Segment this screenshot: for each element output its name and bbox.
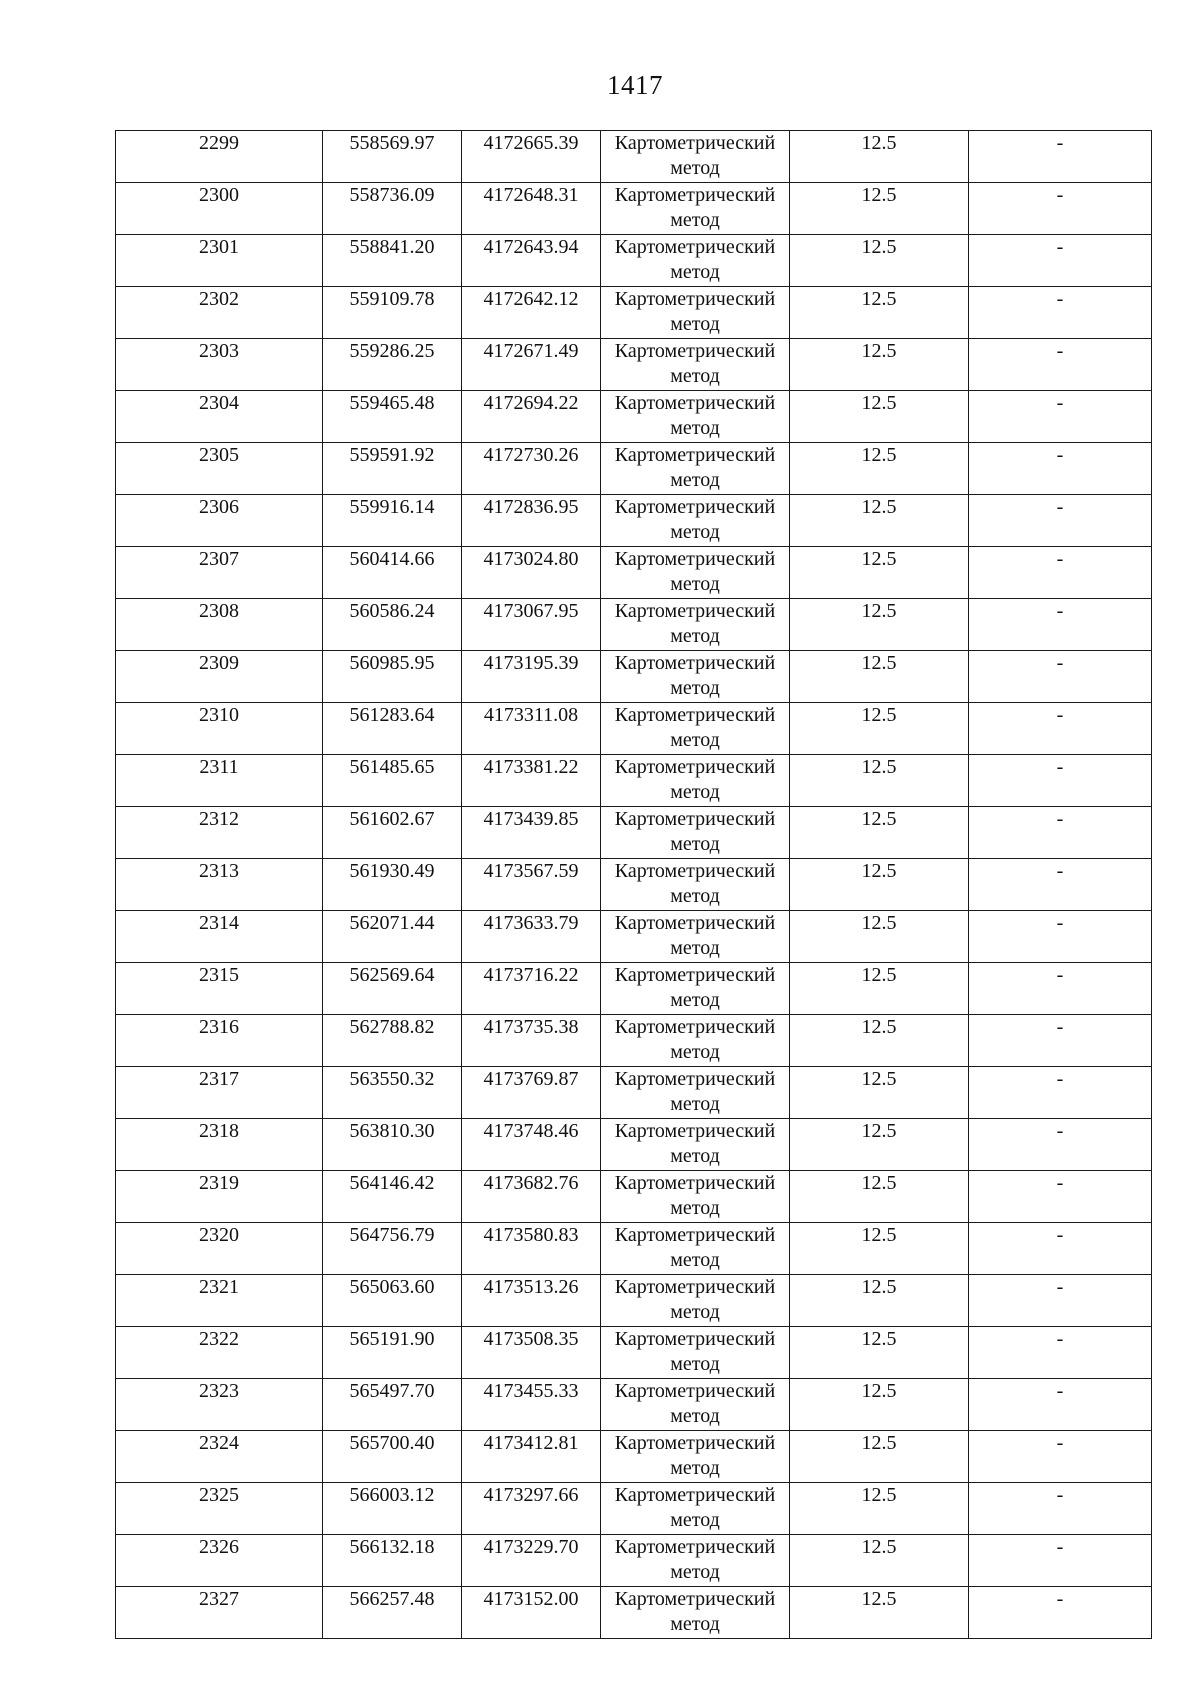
x-coordinate-cell: 561485.65 <box>323 755 462 807</box>
method-line-2: метод <box>670 989 720 1011</box>
accuracy-cell: 12.5 <box>790 1015 969 1067</box>
description-cell: - <box>969 1379 1152 1431</box>
method-line-2: метод <box>670 1041 720 1063</box>
x-coordinate-cell: 565700.40 <box>323 1431 462 1483</box>
method-line-2: метод <box>670 1405 720 1427</box>
x-coordinate-cell: 566257.48 <box>323 1587 462 1639</box>
method-cell <box>601 1535 790 1587</box>
point-number-cell: 2317 <box>116 1067 323 1119</box>
accuracy-cell: 12.5 <box>790 1275 969 1327</box>
method-line-1: Картометрический <box>614 600 776 622</box>
method-line-1: Картометрический <box>614 1224 776 1246</box>
description-cell: - <box>969 1223 1152 1275</box>
accuracy-cell: 12.5 <box>790 599 969 651</box>
x-coordinate-cell: 565063.60 <box>323 1275 462 1327</box>
method-cell <box>601 1587 790 1639</box>
y-coordinate-cell: 4173381.22 <box>462 755 601 807</box>
method-cell <box>601 1223 790 1275</box>
y-coordinate-cell: 4173229.70 <box>462 1535 601 1587</box>
point-number-cell: 2305 <box>116 443 323 495</box>
x-coordinate-cell: 561602.67 <box>323 807 462 859</box>
method-line-2: метод <box>670 209 720 231</box>
y-coordinate-cell: 4172648.31 <box>462 183 601 235</box>
accuracy-cell: 12.5 <box>790 547 969 599</box>
point-number-cell: 2325 <box>116 1483 323 1535</box>
x-coordinate-cell: 566132.18 <box>323 1535 462 1587</box>
description-cell: - <box>969 651 1152 703</box>
method-line-1: Картометрический <box>614 1016 776 1038</box>
point-number-cell: 2310 <box>116 703 323 755</box>
point-number-cell: 2322 <box>116 1327 323 1379</box>
method-line-2: метод <box>670 1457 720 1479</box>
y-coordinate-cell: 4173508.35 <box>462 1327 601 1379</box>
description-cell: - <box>969 807 1152 859</box>
accuracy-cell: 12.5 <box>790 1535 969 1587</box>
method-cell <box>601 495 790 547</box>
y-coordinate-cell: 4173455.33 <box>462 1379 601 1431</box>
method-cell <box>601 807 790 859</box>
method-line-1: Картометрический <box>614 132 776 154</box>
method-cell <box>601 1119 790 1171</box>
table-row <box>116 599 1152 651</box>
method-cell <box>601 287 790 339</box>
y-coordinate-cell: 4173716.22 <box>462 963 601 1015</box>
x-coordinate-cell: 558569.97 <box>323 131 462 183</box>
table-row <box>116 1379 1152 1431</box>
description-cell: - <box>969 1119 1152 1171</box>
description-cell: - <box>969 599 1152 651</box>
x-coordinate-cell: 563810.30 <box>323 1119 462 1171</box>
accuracy-cell: 12.5 <box>790 1119 969 1171</box>
y-coordinate-cell: 4173311.08 <box>462 703 601 755</box>
table-row <box>116 755 1152 807</box>
table-row <box>116 235 1152 287</box>
y-coordinate-cell: 4172836.95 <box>462 495 601 547</box>
y-coordinate-cell: 4173024.80 <box>462 547 601 599</box>
point-number-cell: 2300 <box>116 183 323 235</box>
y-coordinate-cell: 4173067.95 <box>462 599 601 651</box>
x-coordinate-cell: 558841.20 <box>323 235 462 287</box>
accuracy-cell: 12.5 <box>790 443 969 495</box>
accuracy-cell: 12.5 <box>790 963 969 1015</box>
description-cell: - <box>969 1535 1152 1587</box>
method-cell <box>601 547 790 599</box>
point-number-cell: 2313 <box>116 859 323 911</box>
x-coordinate-cell: 561283.64 <box>323 703 462 755</box>
page-number: 1417 <box>607 70 663 100</box>
x-coordinate-cell: 562788.82 <box>323 1015 462 1067</box>
description-cell: - <box>969 1275 1152 1327</box>
point-number-cell: 2312 <box>116 807 323 859</box>
table-row <box>116 963 1152 1015</box>
method-line-2: метод <box>670 521 720 543</box>
x-coordinate-cell: 565191.90 <box>323 1327 462 1379</box>
method-line-2: метод <box>670 625 720 647</box>
y-coordinate-cell: 4173297.66 <box>462 1483 601 1535</box>
description-cell: - <box>969 1067 1152 1119</box>
x-coordinate-cell: 559465.48 <box>323 391 462 443</box>
description-cell: - <box>969 703 1152 755</box>
point-number-cell: 2304 <box>116 391 323 443</box>
description-cell: - <box>969 235 1152 287</box>
table-row <box>116 1535 1152 1587</box>
x-coordinate-cell: 565497.70 <box>323 1379 462 1431</box>
method-cell <box>601 391 790 443</box>
method-line-2: метод <box>670 937 720 959</box>
method-cell <box>601 1431 790 1483</box>
x-coordinate-cell: 564756.79 <box>323 1223 462 1275</box>
method-line-2: метод <box>670 1197 720 1219</box>
method-line-2: метод <box>670 365 720 387</box>
method-line-2: метод <box>670 885 720 907</box>
method-cell <box>601 1067 790 1119</box>
point-number-cell: 2320 <box>116 1223 323 1275</box>
accuracy-cell: 12.5 <box>790 911 969 963</box>
method-cell <box>601 1483 790 1535</box>
description-cell: - <box>969 1483 1152 1535</box>
point-number-cell: 2303 <box>116 339 323 391</box>
method-line-2: метод <box>670 781 720 803</box>
x-coordinate-cell: 563550.32 <box>323 1067 462 1119</box>
description-cell: - <box>969 495 1152 547</box>
description-cell: - <box>969 755 1152 807</box>
point-number-cell: 2318 <box>116 1119 323 1171</box>
y-coordinate-cell: 4172730.26 <box>462 443 601 495</box>
table-row <box>116 391 1152 443</box>
y-coordinate-cell: 4173682.76 <box>462 1171 601 1223</box>
y-coordinate-cell: 4172671.49 <box>462 339 601 391</box>
point-number-cell: 2319 <box>116 1171 323 1223</box>
x-coordinate-cell: 560414.66 <box>323 547 462 599</box>
method-line-1: Картометрический <box>614 236 776 258</box>
method-cell <box>601 1327 790 1379</box>
x-coordinate-cell: 559591.92 <box>323 443 462 495</box>
point-number-cell: 2301 <box>116 235 323 287</box>
point-number-cell: 2308 <box>116 599 323 651</box>
point-number-cell: 2327 <box>116 1587 323 1639</box>
method-line-1: Картометрический <box>614 496 776 518</box>
method-line-1: Картометрический <box>614 444 776 466</box>
description-cell: - <box>969 547 1152 599</box>
accuracy-cell: 12.5 <box>790 1431 969 1483</box>
y-coordinate-cell: 4173748.46 <box>462 1119 601 1171</box>
description-cell: - <box>969 339 1152 391</box>
method-cell <box>601 131 790 183</box>
method-line-2: метод <box>670 1093 720 1115</box>
method-line-1: Картометрический <box>614 288 776 310</box>
table-row <box>116 1327 1152 1379</box>
accuracy-cell: 12.5 <box>790 391 969 443</box>
method-line-1: Картометрический <box>614 1276 776 1298</box>
y-coordinate-cell: 4173580.83 <box>462 1223 601 1275</box>
point-number-cell: 2311 <box>116 755 323 807</box>
point-number-cell: 2307 <box>116 547 323 599</box>
method-line-2: метод <box>670 469 720 491</box>
table-row <box>116 911 1152 963</box>
table-row <box>116 1587 1152 1639</box>
method-cell <box>601 859 790 911</box>
point-number-cell: 2321 <box>116 1275 323 1327</box>
x-coordinate-cell: 559916.14 <box>323 495 462 547</box>
method-cell <box>601 911 790 963</box>
y-coordinate-cell: 4173152.00 <box>462 1587 601 1639</box>
point-number-cell: 2299 <box>116 131 323 183</box>
table-row <box>116 1171 1152 1223</box>
method-line-2: метод <box>670 1561 720 1583</box>
table-row <box>116 807 1152 859</box>
table-row <box>116 131 1152 183</box>
x-coordinate-cell: 562071.44 <box>323 911 462 963</box>
method-line-2: метод <box>670 573 720 595</box>
description-cell: - <box>969 1015 1152 1067</box>
accuracy-cell: 12.5 <box>790 131 969 183</box>
y-coordinate-cell: 4173513.26 <box>462 1275 601 1327</box>
accuracy-cell: 12.5 <box>790 1067 969 1119</box>
table-row <box>116 287 1152 339</box>
description-cell: - <box>969 963 1152 1015</box>
y-coordinate-cell: 4173633.79 <box>462 911 601 963</box>
table-row <box>116 495 1152 547</box>
method-line-2: метод <box>670 417 720 439</box>
x-coordinate-cell: 558736.09 <box>323 183 462 235</box>
method-cell <box>601 443 790 495</box>
description-cell: - <box>969 443 1152 495</box>
method-line-2: метод <box>670 313 720 335</box>
method-cell <box>601 963 790 1015</box>
accuracy-cell: 12.5 <box>790 183 969 235</box>
point-number-cell: 2323 <box>116 1379 323 1431</box>
accuracy-cell: 12.5 <box>790 1379 969 1431</box>
accuracy-cell: 12.5 <box>790 1327 969 1379</box>
method-cell <box>601 1275 790 1327</box>
description-cell: - <box>969 391 1152 443</box>
x-coordinate-cell: 566003.12 <box>323 1483 462 1535</box>
method-line-1: Картометрический <box>614 1328 776 1350</box>
accuracy-cell: 12.5 <box>790 859 969 911</box>
accuracy-cell: 12.5 <box>790 1223 969 1275</box>
method-line-1: Картометрический <box>614 1172 776 1194</box>
point-number-cell: 2324 <box>116 1431 323 1483</box>
method-line-1: Картометрический <box>614 652 776 674</box>
point-number-cell: 2306 <box>116 495 323 547</box>
table-row <box>116 703 1152 755</box>
y-coordinate-cell: 4173735.38 <box>462 1015 601 1067</box>
method-line-1: Картометрический <box>614 184 776 206</box>
method-cell <box>601 339 790 391</box>
table-row <box>116 1223 1152 1275</box>
point-number-cell: 2302 <box>116 287 323 339</box>
accuracy-cell: 12.5 <box>790 495 969 547</box>
y-coordinate-cell: 4173195.39 <box>462 651 601 703</box>
method-line-1: Картометрический <box>614 860 776 882</box>
y-coordinate-cell: 4172665.39 <box>462 131 601 183</box>
method-line-2: метод <box>670 1249 720 1271</box>
description-cell: - <box>969 1587 1152 1639</box>
description-cell: - <box>969 859 1152 911</box>
y-coordinate-cell: 4172694.22 <box>462 391 601 443</box>
table-row <box>116 339 1152 391</box>
method-line-1: Картометрический <box>614 808 776 830</box>
x-coordinate-cell: 564146.42 <box>323 1171 462 1223</box>
method-line-1: Картометрический <box>614 1536 776 1558</box>
table-row <box>116 1483 1152 1535</box>
x-coordinate-cell: 562569.64 <box>323 963 462 1015</box>
x-coordinate-cell: 561930.49 <box>323 859 462 911</box>
method-line-2: метод <box>670 677 720 699</box>
method-line-1: Картометрический <box>614 548 776 570</box>
method-cell <box>601 235 790 287</box>
method-cell <box>601 183 790 235</box>
description-cell: - <box>969 1431 1152 1483</box>
coordinates-table <box>115 130 1152 1639</box>
method-line-1: Картометрический <box>614 912 776 934</box>
point-number-cell: 2314 <box>116 911 323 963</box>
table-row <box>116 651 1152 703</box>
table-row <box>116 183 1152 235</box>
description-cell: - <box>969 911 1152 963</box>
description-cell: - <box>969 1171 1152 1223</box>
y-coordinate-cell: 4173439.85 <box>462 807 601 859</box>
method-cell <box>601 1171 790 1223</box>
accuracy-cell: 12.5 <box>790 287 969 339</box>
table-row <box>116 443 1152 495</box>
method-cell <box>601 599 790 651</box>
method-line-2: метод <box>670 157 720 179</box>
description-cell: - <box>969 131 1152 183</box>
y-coordinate-cell: 4173567.59 <box>462 859 601 911</box>
accuracy-cell: 12.5 <box>790 235 969 287</box>
method-line-1: Картометрический <box>614 1068 776 1090</box>
method-line-1: Картометрический <box>614 964 776 986</box>
table-row <box>116 1431 1152 1483</box>
method-cell <box>601 1015 790 1067</box>
table-row <box>116 547 1152 599</box>
x-coordinate-cell: 559109.78 <box>323 287 462 339</box>
accuracy-cell: 12.5 <box>790 1171 969 1223</box>
x-coordinate-cell: 560985.95 <box>323 651 462 703</box>
method-line-2: метод <box>670 1145 720 1167</box>
method-cell <box>601 651 790 703</box>
method-line-1: Картометрический <box>614 704 776 726</box>
accuracy-cell: 12.5 <box>790 1483 969 1535</box>
table-row <box>116 1119 1152 1171</box>
accuracy-cell: 12.5 <box>790 703 969 755</box>
accuracy-cell: 12.5 <box>790 651 969 703</box>
point-number-cell: 2315 <box>116 963 323 1015</box>
method-line-2: метод <box>670 1353 720 1375</box>
method-line-1: Картометрический <box>614 1380 776 1402</box>
table-row <box>116 859 1152 911</box>
method-cell <box>601 1379 790 1431</box>
x-coordinate-cell: 560586.24 <box>323 599 462 651</box>
accuracy-cell: 12.5 <box>790 1587 969 1639</box>
description-cell: - <box>969 287 1152 339</box>
method-line-2: метод <box>670 833 720 855</box>
method-line-1: Картометрический <box>614 1120 776 1142</box>
point-number-cell: 2326 <box>116 1535 323 1587</box>
table-row <box>116 1275 1152 1327</box>
method-line-2: метод <box>670 729 720 751</box>
point-number-cell: 2309 <box>116 651 323 703</box>
description-cell: - <box>969 1327 1152 1379</box>
method-line-1: Картометрический <box>614 392 776 414</box>
description-cell: - <box>969 183 1152 235</box>
method-line-2: метод <box>670 1613 720 1635</box>
point-number-cell: 2316 <box>116 1015 323 1067</box>
method-line-1: Картометрический <box>614 340 776 362</box>
table-row <box>116 1067 1152 1119</box>
accuracy-cell: 12.5 <box>790 339 969 391</box>
coordinates-table-body <box>116 131 1152 1639</box>
method-cell <box>601 755 790 807</box>
accuracy-cell: 12.5 <box>790 807 969 859</box>
y-coordinate-cell: 4173412.81 <box>462 1431 601 1483</box>
table-row <box>116 1015 1152 1067</box>
method-line-2: метод <box>670 1301 720 1323</box>
accuracy-cell: 12.5 <box>790 755 969 807</box>
y-coordinate-cell: 4172642.12 <box>462 287 601 339</box>
y-coordinate-cell: 4173769.87 <box>462 1067 601 1119</box>
method-cell <box>601 703 790 755</box>
method-line-1: Картометрический <box>614 756 776 778</box>
y-coordinate-cell: 4172643.94 <box>462 235 601 287</box>
method-line-2: метод <box>670 1509 720 1531</box>
method-line-2: метод <box>670 261 720 283</box>
method-line-1: Картометрический <box>614 1484 776 1506</box>
method-line-1: Картометрический <box>614 1588 776 1610</box>
method-line-1: Картометрический <box>614 1432 776 1454</box>
x-coordinate-cell: 559286.25 <box>323 339 462 391</box>
